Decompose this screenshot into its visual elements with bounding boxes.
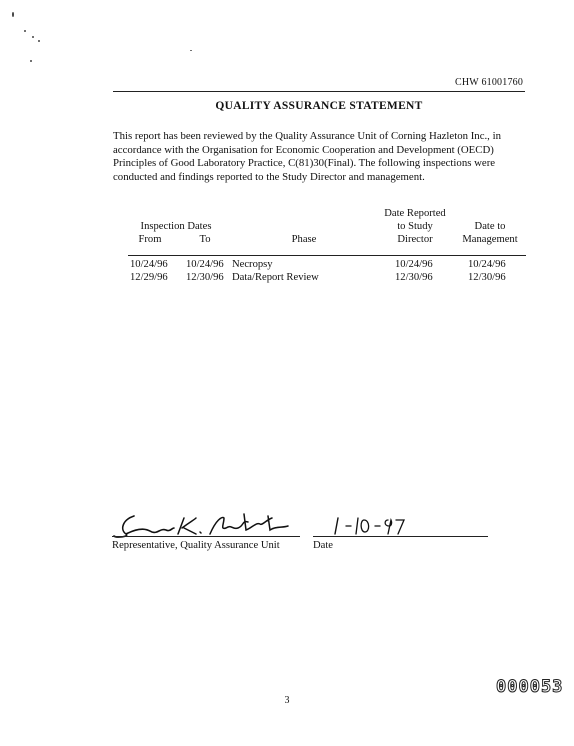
header-date-to-management: Management <box>462 234 518 245</box>
paragraph-line: Principles of Good Laboratory Practice, C(81)30(Final). The following inspections were <box>113 157 496 170</box>
representative-label: Representative, Quality Assurance Unit <box>112 540 280 551</box>
scan-speck <box>32 36 34 38</box>
cell-phase: Necropsy <box>232 259 273 270</box>
cell-from: 10/24/96 <box>130 259 168 270</box>
scan-speck <box>190 50 192 51</box>
cell-from: 12/29/96 <box>130 272 168 283</box>
header-date-to-management: Date to <box>474 221 506 232</box>
header-date-reported: Director <box>397 234 433 245</box>
scan-speck <box>30 60 32 62</box>
header-rule <box>113 91 525 92</box>
header-inspection-dates: Inspection Dates <box>140 221 212 232</box>
document-id: CHW 61001760 <box>455 77 524 88</box>
header-to: To <box>199 234 211 245</box>
signature-line <box>112 536 300 537</box>
header-phase: Phase <box>291 234 317 245</box>
cell-date-reported: 10/24/96 <box>395 259 433 270</box>
page-title: QUALITY ASSURANCE STATEMENT <box>215 100 423 112</box>
cell-date-to-management: 10/24/96 <box>468 259 506 270</box>
scan-speck <box>24 30 26 32</box>
header-date-reported: to Study <box>397 221 433 232</box>
paragraph-line: conducted and findings reported to the Study Director and management. <box>113 170 425 183</box>
header-date-reported: Date Reported <box>384 208 446 219</box>
date-line <box>313 536 488 537</box>
cell-to: 10/24/96 <box>186 259 224 270</box>
scan-speck <box>38 40 40 42</box>
table-header-rule <box>128 255 526 256</box>
cell-phase: Data/Report Review <box>232 272 319 283</box>
cell-date-reported: 12/30/96 <box>395 272 433 283</box>
bates-stamp: 000053 <box>496 677 564 697</box>
date-label: Date <box>313 540 333 551</box>
paragraph-line: This report has been reviewed by the Quality Assurance Unit of Corning Hazleton Inc., in <box>113 130 501 142</box>
handwritten-date <box>330 514 410 536</box>
cell-to: 12/30/96 <box>186 272 224 283</box>
page-number: 3 <box>284 695 290 706</box>
header-from: From <box>138 234 162 245</box>
statement-paragraph <box>113 130 533 184</box>
cell-date-to-management: 12/30/96 <box>468 272 506 283</box>
scan-speck <box>12 12 14 17</box>
paragraph-line: accordance with the Organisation for Economic Cooperation and Development (OECD) <box>113 143 494 156</box>
